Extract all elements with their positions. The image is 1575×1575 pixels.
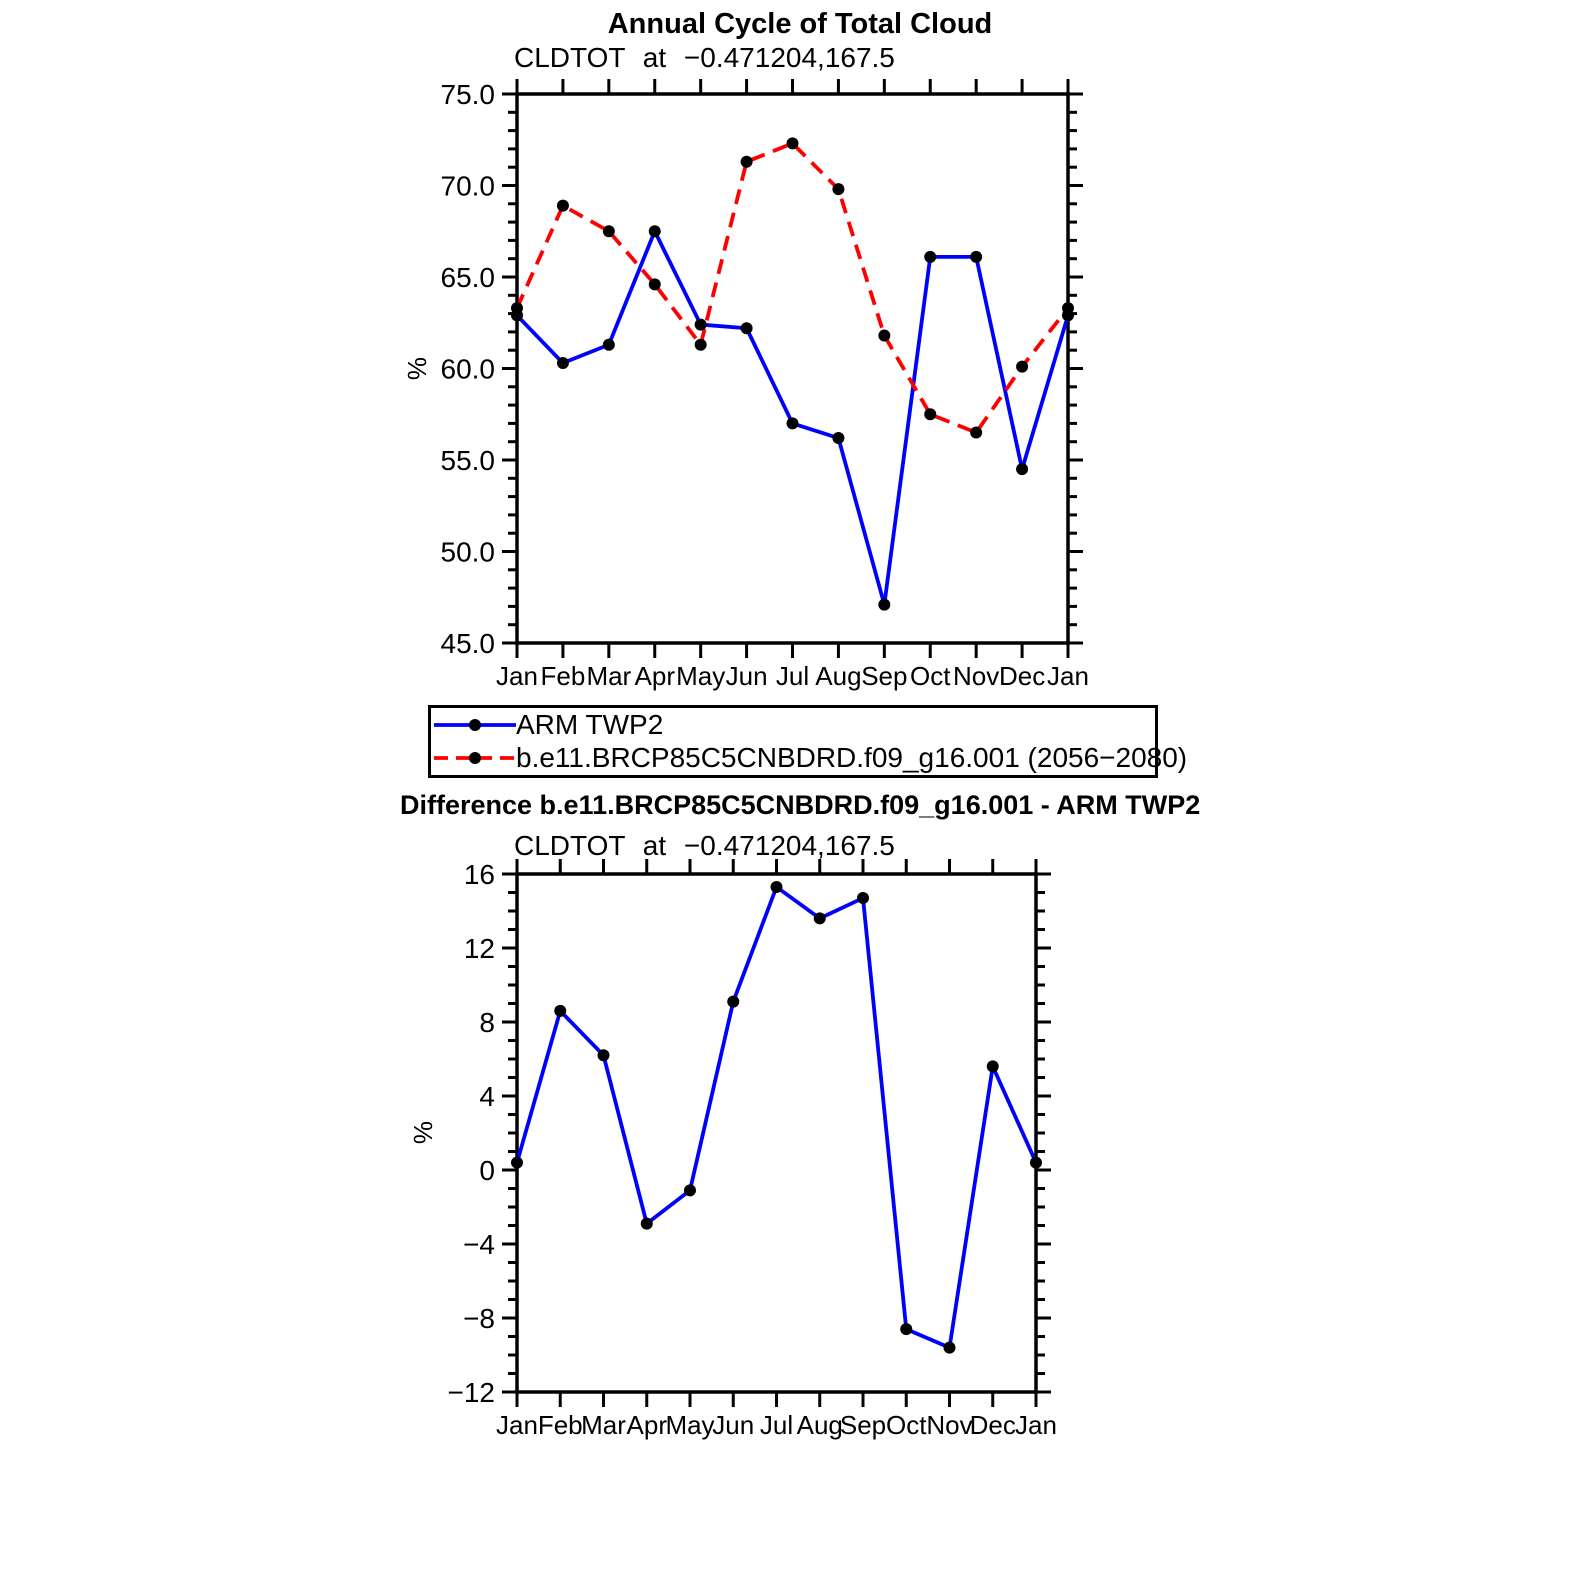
x-axis-tick-label: Feb [537, 1410, 583, 1440]
legend-label-model: b.e11.BRCP85C5CNBDRD.f09_g16.001 (2056−2080) [516, 742, 1188, 773]
data-point-marker [649, 225, 661, 237]
top-chart-subtitle: CLDTOT at −0.471204,167.5 [514, 42, 895, 73]
x-axis-tick-label: Aug [796, 1410, 843, 1440]
difference-chart-subtitle: CLDTOT at −0.471204,167.5 [514, 830, 895, 861]
data-point-marker [832, 432, 844, 444]
data-point-marker [1016, 463, 1028, 475]
data-point-marker [924, 251, 936, 263]
x-axis-tick-label: Jul [775, 661, 810, 691]
x-axis-tick-label: Jun [725, 661, 768, 691]
data-point-marker [900, 1323, 912, 1335]
data-point-marker [603, 225, 615, 237]
data-point-marker [554, 1005, 566, 1017]
data-point-marker [924, 408, 936, 420]
model-line-sample-icon [434, 751, 516, 765]
x-axis-tick-label: Mar [581, 1410, 626, 1440]
arm-twp2-line-sample-icon [434, 718, 516, 732]
data-point-marker [1062, 302, 1074, 314]
data-point-marker [1016, 361, 1028, 373]
y-axis-tick-label: −4 [463, 1229, 495, 1260]
data-point-marker [727, 996, 739, 1008]
data-point-marker [878, 330, 890, 342]
data-point-marker [598, 1049, 610, 1061]
y-axis-tick-label: 55.0 [440, 445, 495, 476]
data-point-marker [814, 912, 826, 924]
x-axis-tick-label: Jan [496, 661, 538, 691]
x-axis-tick-label: Nov [953, 661, 1000, 691]
data-point-marker [987, 1060, 999, 1072]
sample-marker [469, 752, 481, 764]
data-point-marker [684, 1184, 696, 1196]
y-axis-tick-label: 50.0 [440, 536, 495, 568]
data-point-marker [970, 427, 982, 439]
data-point-marker [649, 278, 661, 290]
data-point-marker [878, 599, 890, 611]
data-point-marker [641, 1218, 653, 1230]
sample-marker [469, 719, 481, 731]
y-axis-tick-label: −8 [463, 1303, 495, 1334]
x-axis-tick-label: Dec [998, 661, 1046, 691]
y-axis-tick-label: 65.0 [440, 262, 495, 293]
x-axis-tick-label: Jul [759, 1410, 794, 1440]
x-axis-tick-label: Jan [1047, 661, 1089, 691]
x-axis-tick-label: Oct [910, 661, 951, 691]
data-point-marker [695, 319, 707, 331]
x-axis-tick-label: Sep [839, 1410, 887, 1440]
difference-chart-y-axis-label: % [408, 1120, 439, 1145]
data-point-marker [787, 137, 799, 149]
chart-annual-cycle [441, 79, 1089, 691]
y-axis-tick-label: 60.0 [440, 353, 495, 385]
y-axis-tick-label: 4 [479, 1081, 495, 1112]
y-axis-tick-label: 45.0 [440, 628, 495, 659]
x-axis-tick-label: Feb [540, 661, 586, 691]
legend-box [428, 705, 1188, 778]
x-axis-tick-label: Apr [634, 661, 675, 691]
x-axis-tick-label: May [665, 1410, 715, 1440]
b-e11-brcp85c5cnbdrd-f09-g16-001-2056-20-line [517, 143, 1068, 432]
data-point-marker [557, 357, 569, 369]
top-chart-title: Annual Cycle of Total Cloud [607, 8, 993, 40]
x-axis-tick-label: Jun [712, 1410, 755, 1440]
x-axis-tick-label: Jan [1015, 1410, 1057, 1440]
data-point-marker [511, 1157, 523, 1169]
data-point-marker [970, 251, 982, 263]
x-axis-tick-label: Dec [969, 1410, 1016, 1440]
y-axis-tick-label: 16 [463, 859, 495, 890]
data-point-marker [1030, 1157, 1042, 1169]
x-axis-tick-label: May [676, 661, 726, 691]
difference-line [517, 887, 1036, 1348]
data-point-marker [787, 417, 799, 429]
data-point-marker [695, 339, 707, 351]
x-axis-tick-label: Mar [586, 661, 632, 691]
data-point-marker [771, 881, 783, 893]
legend-label-arm-twp2: ARM TWP2 [516, 709, 664, 740]
top-chart-y-axis-label: % [402, 356, 433, 381]
x-axis-tick-label: Sep [861, 661, 908, 691]
data-point-marker [944, 1342, 956, 1354]
data-point-marker [603, 339, 615, 351]
x-axis-tick-label: Aug [815, 661, 862, 691]
y-axis-tick-label: 0 [479, 1155, 495, 1186]
data-point-marker [557, 200, 569, 212]
x-axis-tick-label: Nov [926, 1410, 973, 1440]
y-axis-tick-label: 75.0 [440, 79, 495, 110]
plot-frame [517, 94, 1068, 643]
legend-row-arm-twp2 [434, 709, 1155, 742]
difference-chart-title: Difference b.e11.BRCP85C5CNBDRD.f09_g16.001 - ARM TWP2 [400, 790, 1201, 820]
x-axis-tick-label: Oct [886, 1410, 927, 1440]
data-point-marker [741, 156, 753, 168]
data-point-marker [1062, 309, 1074, 321]
arm-twp2-line [517, 231, 1068, 604]
y-axis-tick-label: 70.0 [440, 170, 495, 202]
data-point-marker [511, 309, 523, 321]
y-axis-tick-label: 8 [479, 1007, 495, 1038]
data-point-marker [511, 302, 523, 314]
data-point-marker [741, 322, 753, 334]
plot-frame [517, 874, 1036, 1392]
chart-difference [448, 859, 1057, 1440]
x-axis-tick-label: Jan [496, 1410, 538, 1440]
data-point-marker [832, 183, 844, 195]
data-point-marker [857, 892, 869, 904]
x-axis-tick-label: Apr [626, 1410, 667, 1440]
y-axis-tick-label: 12 [463, 933, 495, 964]
legend-row-model [434, 742, 1188, 775]
y-axis-tick-label: −12 [447, 1377, 495, 1408]
